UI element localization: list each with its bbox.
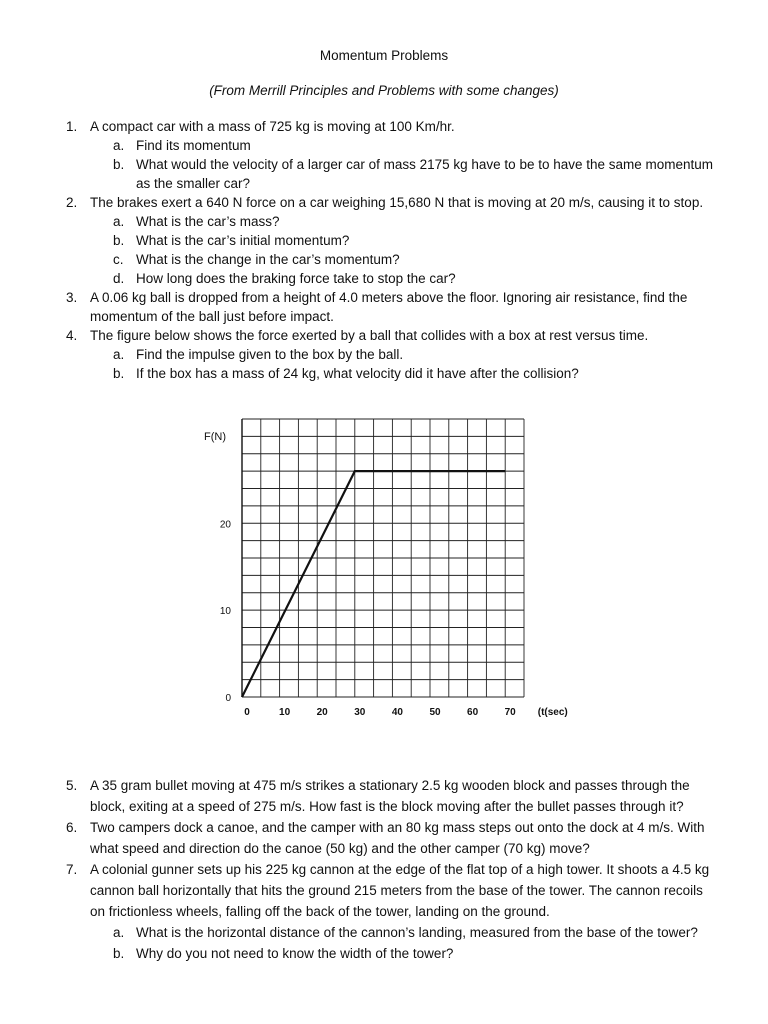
x-axis-label: (t(sec) bbox=[537, 707, 568, 718]
sub-question-text: Why do you not need to know the width of the tower? bbox=[136, 946, 454, 961]
question-text: A compact car with a mass of 725 kg is moving at 100 Km/hr. bbox=[90, 119, 455, 134]
sub-question-text: If the box has a mass of 24 kg, what velocity did it have after the collision? bbox=[136, 366, 579, 381]
question-list-part1 bbox=[0, 117, 715, 383]
question-item bbox=[0, 859, 715, 964]
question-number: 6. bbox=[66, 820, 78, 835]
sub-question-item bbox=[90, 136, 715, 155]
sub-question-item bbox=[90, 364, 715, 383]
x-tick-label: 40 bbox=[391, 707, 403, 718]
question-text: A 35 gram bullet moving at 475 m/s strikes a stationary 2.5 kg wooden block and passes through the block, exiting at a speed of 275 m/s. How fast is the block moving after the bullet passes through it? bbox=[90, 778, 690, 814]
question-text: The figure below shows the force exerted by a ball that collides with a box at rest versus time. bbox=[90, 328, 649, 343]
sub-question-letter: a. bbox=[113, 925, 125, 940]
sub-question-text: What is the car’s mass? bbox=[136, 214, 280, 229]
sub-question-item bbox=[90, 943, 715, 964]
sub-question-item bbox=[90, 269, 715, 288]
sub-question-letter: a. bbox=[113, 214, 125, 229]
sub-question-text: What is the horizontal distance of the cannon’s landing, measured from the base of the tower? bbox=[136, 925, 698, 940]
page-subtitle: (From Merrill Principles and Problems with some changes) bbox=[209, 83, 559, 98]
sub-question-letter: b. bbox=[113, 157, 125, 172]
sub-question-letter: b. bbox=[113, 946, 125, 961]
sub-question-text: How long does the braking force take to stop the car? bbox=[136, 271, 456, 286]
sub-question-letter: a. bbox=[113, 347, 125, 362]
question-number: 4. bbox=[66, 328, 78, 343]
question-text: A colonial gunner sets up his 225 kg cannon at the edge of the flat top of a high tower. It shoots a 4.5 kg cannon ball horizontally that hits the ground 215 meters from the base of the tower. The cannon recoils on frictionless wheels, falling off the back of the tower, landing on the ground. bbox=[90, 862, 710, 919]
y-tick-label: 10 bbox=[219, 606, 231, 618]
sub-question-letter: b. bbox=[113, 366, 125, 381]
x-tick-label: 20 bbox=[316, 707, 328, 718]
sub-question-list bbox=[90, 345, 715, 383]
sub-question-text: What is the change in the car’s momentum? bbox=[136, 252, 400, 267]
question-item bbox=[0, 817, 715, 859]
sub-question-list bbox=[90, 922, 715, 964]
sub-question-item bbox=[90, 231, 715, 250]
question-number: 3. bbox=[66, 290, 78, 305]
force-time-chart bbox=[0, 400, 768, 730]
sub-question-text: Find its momentum bbox=[136, 138, 251, 153]
page-title: Momentum Problems bbox=[319, 48, 449, 63]
question-number: 1. bbox=[66, 119, 78, 134]
question-number: 5. bbox=[66, 778, 78, 793]
y-tick-label: 0 bbox=[225, 693, 231, 704]
sub-question-item bbox=[90, 155, 715, 193]
y-axis-label: F(N) bbox=[204, 431, 226, 443]
x-tick-label: 50 bbox=[429, 707, 441, 718]
x-tick-label: 0 bbox=[244, 707, 250, 718]
x-tick-label: 60 bbox=[467, 707, 479, 718]
sub-question-letter: c. bbox=[113, 252, 124, 267]
sub-question-item bbox=[90, 250, 715, 269]
sub-question-list bbox=[90, 212, 715, 288]
sub-question-letter: d. bbox=[113, 271, 125, 286]
question-item bbox=[0, 288, 715, 326]
question-text: A 0.06 kg ball is dropped from a height of 4.0 meters above the floor. Ignoring air resistance, find the momentum of the ball just before impact. bbox=[90, 290, 688, 324]
question-text: The brakes exert a 640 N force on a car weighing 15,680 N that is moving at 20 m/s, causing it to stop. bbox=[90, 195, 704, 210]
x-tick-label: 10 bbox=[279, 707, 291, 718]
sub-question-letter: b. bbox=[113, 233, 125, 248]
sub-question-list bbox=[90, 136, 715, 193]
y-tick-label: 20 bbox=[219, 519, 231, 531]
sub-question-item bbox=[90, 345, 715, 364]
question-item bbox=[0, 117, 715, 193]
question-list-part2 bbox=[0, 775, 715, 964]
sub-question-text: Find the impulse given to the box by the ball. bbox=[136, 347, 404, 362]
sub-question-item bbox=[90, 922, 715, 943]
sub-question-text: What is the car’s initial momentum? bbox=[136, 233, 350, 248]
sub-question-letter: a. bbox=[113, 138, 125, 153]
x-tick-label: 30 bbox=[354, 707, 366, 718]
question-item bbox=[0, 775, 715, 817]
question-number: 2. bbox=[66, 195, 78, 210]
question-text: Two campers dock a canoe, and the camper with an 80 kg mass steps out onto the dock at 4 m/s. With what speed and direction do the canoe (50 kg) and the other camper (70 kg) move? bbox=[90, 820, 705, 856]
question-item bbox=[0, 326, 715, 383]
x-tick-label: 70 bbox=[504, 707, 516, 718]
sub-question-text: What would the velocity of a larger car of mass 2175 kg have to be to have the same momentum as the smaller car? bbox=[136, 157, 714, 191]
question-number: 7. bbox=[66, 862, 78, 877]
question-item bbox=[0, 193, 715, 288]
sub-question-item bbox=[90, 212, 715, 231]
